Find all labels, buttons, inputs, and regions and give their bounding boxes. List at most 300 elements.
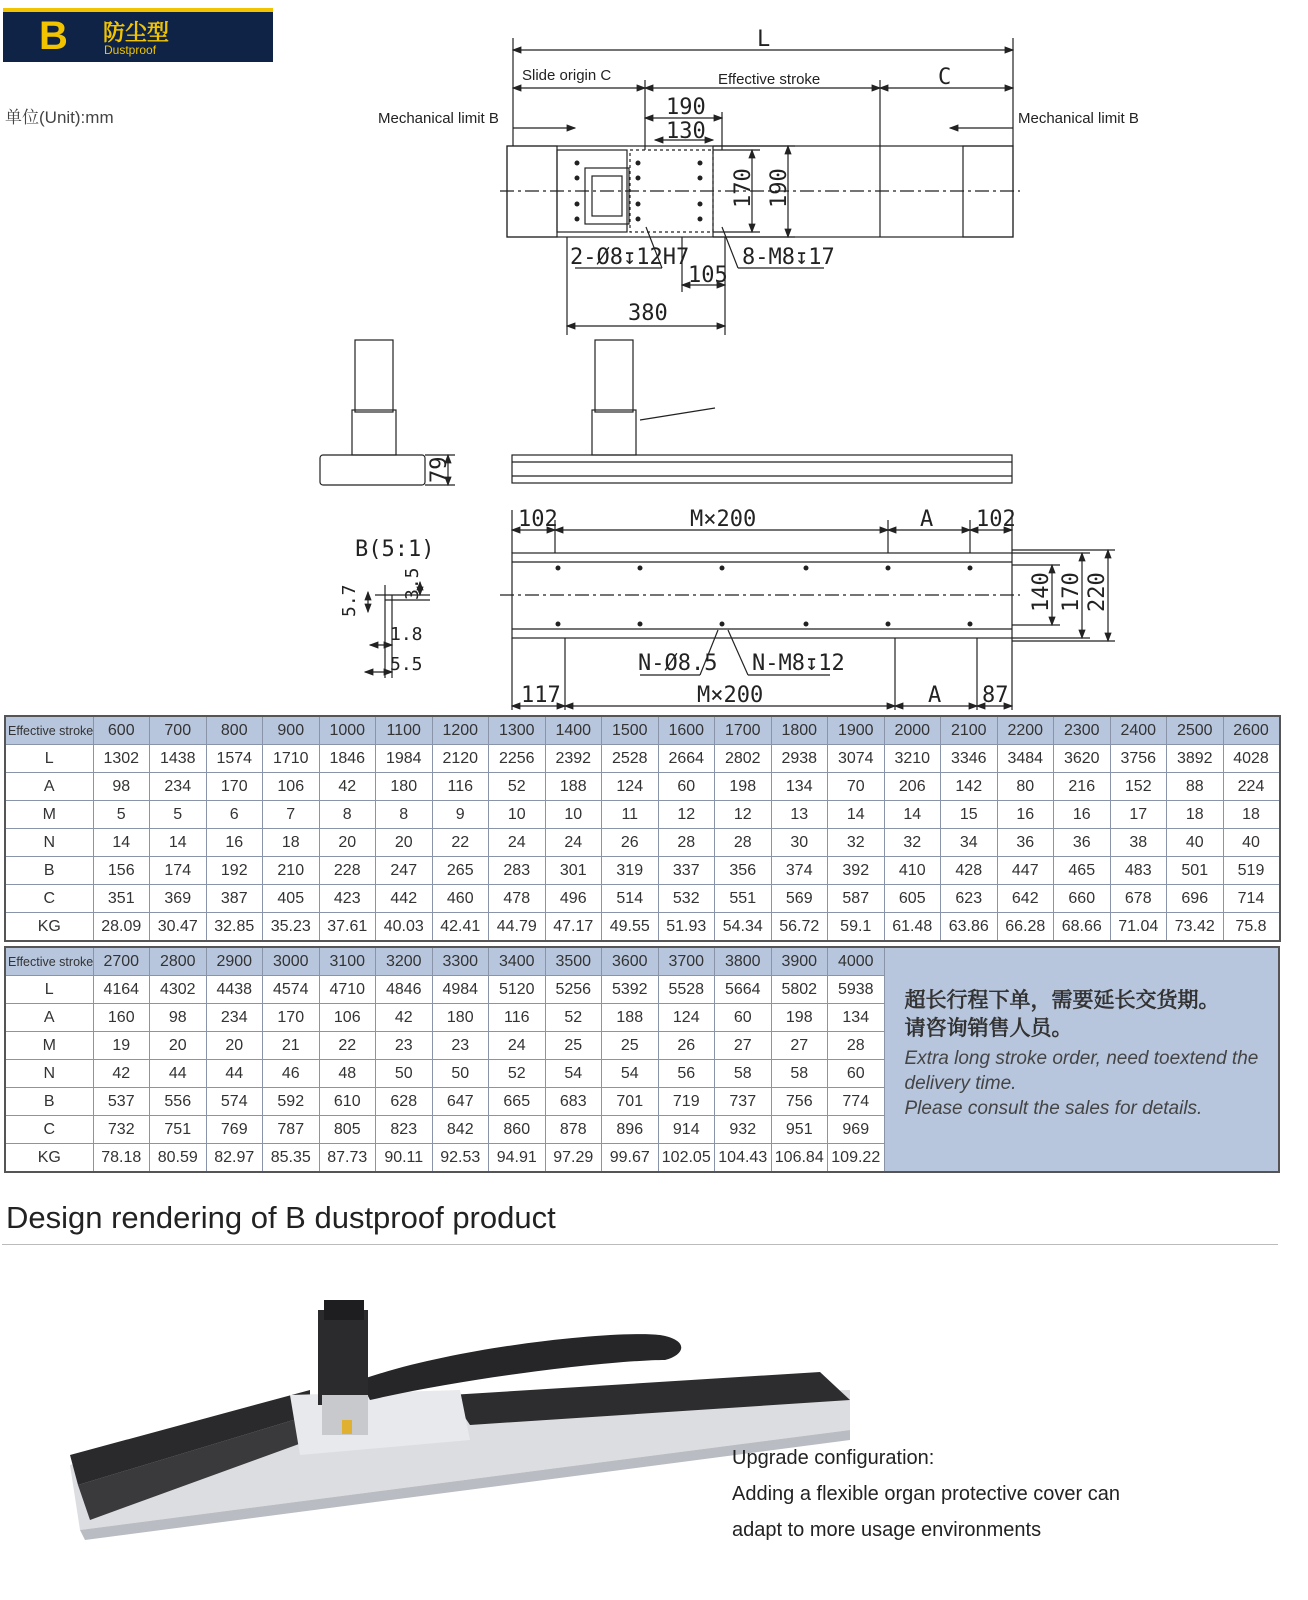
table-cell: 683 bbox=[545, 1088, 602, 1116]
table-cell: 109.22 bbox=[828, 1144, 885, 1173]
table-cell: 28 bbox=[658, 829, 715, 857]
table-cell: 3600 bbox=[602, 947, 659, 976]
table-cell: 283 bbox=[489, 857, 546, 885]
dim-117: 117 bbox=[521, 683, 561, 708]
table-cell: 4710 bbox=[319, 976, 376, 1004]
table-cell: 75.8 bbox=[1223, 913, 1280, 942]
table-cell: 44 bbox=[206, 1060, 263, 1088]
dim-102-right: 102 bbox=[976, 507, 1016, 532]
table-cell: 21 bbox=[263, 1032, 320, 1060]
table-cell: 337 bbox=[658, 857, 715, 885]
dim-170-b: 170 bbox=[1059, 572, 1084, 612]
table-cell: 40 bbox=[1167, 829, 1224, 857]
table-cell: 14 bbox=[150, 829, 207, 857]
table-cell: 116 bbox=[432, 773, 489, 801]
table-cell: 2100 bbox=[941, 716, 998, 745]
table-cell: 224 bbox=[1223, 773, 1280, 801]
table-cell: 610 bbox=[319, 1088, 376, 1116]
note-en-line-1: Extra long stroke order, need toextend the delivery time. bbox=[904, 1048, 1259, 1094]
table-cell: 714 bbox=[1223, 885, 1280, 913]
table-cell: 665 bbox=[489, 1088, 546, 1116]
table-cell: 2938 bbox=[771, 745, 828, 773]
table-cell: 30.47 bbox=[150, 913, 207, 942]
table-cell: 198 bbox=[771, 1004, 828, 1032]
table-cell: 73.42 bbox=[1167, 913, 1224, 942]
table-cell: 4846 bbox=[376, 976, 433, 1004]
table-cell: 896 bbox=[602, 1116, 659, 1144]
type-title-en: Dustproof bbox=[104, 43, 157, 57]
table-cell: 16 bbox=[206, 829, 263, 857]
table-cell: 142 bbox=[941, 773, 998, 801]
table-cell: 10 bbox=[489, 801, 546, 829]
table-cell: 16 bbox=[1054, 801, 1111, 829]
table-cell: 514 bbox=[602, 885, 659, 913]
table-cell: 460 bbox=[432, 885, 489, 913]
table-cell: 174 bbox=[150, 857, 207, 885]
table-cell: 98 bbox=[93, 773, 150, 801]
table-cell: 5664 bbox=[715, 976, 772, 1004]
table-cell: 12 bbox=[715, 801, 772, 829]
table-cell: 40.03 bbox=[376, 913, 433, 942]
table-cell: 116 bbox=[489, 1004, 546, 1032]
table-cell: 392 bbox=[828, 857, 885, 885]
label-effective-stroke: Effective stroke bbox=[718, 71, 821, 88]
table-cell: 20 bbox=[376, 829, 433, 857]
table-header-row bbox=[5, 947, 1279, 976]
table-cell: 94.91 bbox=[489, 1144, 546, 1173]
table-cell: 4302 bbox=[150, 976, 207, 1004]
table-cell: 82.97 bbox=[206, 1144, 263, 1173]
table-cell: 878 bbox=[545, 1116, 602, 1144]
table-cell: 301 bbox=[545, 857, 602, 885]
table-cell: 969 bbox=[828, 1116, 885, 1144]
hole-pin-spec: 2-Ø8↧12H7 bbox=[570, 245, 690, 270]
table-cell: 58 bbox=[771, 1060, 828, 1088]
table-cell: 3620 bbox=[1054, 745, 1111, 773]
row-label: B bbox=[5, 857, 93, 885]
table-cell: 756 bbox=[771, 1088, 828, 1116]
note-cn-line-1: 超长行程下单，需要延长交货期。 bbox=[904, 987, 1220, 1012]
table-cell: 25 bbox=[545, 1032, 602, 1060]
table-cell: 134 bbox=[771, 773, 828, 801]
table-cell: 24 bbox=[489, 829, 546, 857]
table-cell: 68.66 bbox=[1054, 913, 1111, 942]
table-cell: 18 bbox=[1167, 801, 1224, 829]
dim-A-top: A bbox=[920, 507, 934, 532]
table-cell: 88 bbox=[1167, 773, 1224, 801]
section-title: Design rendering of B dustproof product bbox=[6, 1200, 556, 1235]
table-row bbox=[5, 913, 1280, 942]
table-cell: 22 bbox=[319, 1032, 376, 1060]
table-cell: 80 bbox=[997, 773, 1054, 801]
dim-190-v: 190 bbox=[767, 168, 792, 208]
table-cell: 27 bbox=[771, 1032, 828, 1060]
table-cell: 188 bbox=[602, 1004, 659, 1032]
table-row bbox=[5, 857, 1280, 885]
hole-n-m-spec: N-M8↧12 bbox=[752, 651, 845, 676]
table-cell: 2300 bbox=[1054, 716, 1111, 745]
table-cell: 3900 bbox=[771, 947, 828, 976]
unit-label: 单位(Unit):mm bbox=[5, 108, 114, 127]
table-cell: 5 bbox=[93, 801, 150, 829]
table-cell: 6 bbox=[206, 801, 263, 829]
table-cell: 216 bbox=[1054, 773, 1111, 801]
table-cell: 5120 bbox=[489, 976, 546, 1004]
table-cell: 2120 bbox=[432, 745, 489, 773]
table-cell: 24 bbox=[545, 829, 602, 857]
table-cell: 36 bbox=[997, 829, 1054, 857]
table-cell: 134 bbox=[828, 1004, 885, 1032]
table-cell: 574 bbox=[206, 1088, 263, 1116]
table-cell: 60 bbox=[658, 773, 715, 801]
table-cell: 99.67 bbox=[602, 1144, 659, 1173]
dim-1-8: 1.8 bbox=[390, 624, 423, 645]
table-cell: 423 bbox=[319, 885, 376, 913]
table-row bbox=[5, 801, 1280, 829]
dim-A-bottom: A bbox=[928, 683, 942, 708]
table-cell: 623 bbox=[941, 885, 998, 913]
dim-380: 380 bbox=[628, 301, 668, 326]
table-cell: 2500 bbox=[1167, 716, 1224, 745]
table-cell: 551 bbox=[715, 885, 772, 913]
table-cell: 5392 bbox=[602, 976, 659, 1004]
table-cell: 4438 bbox=[206, 976, 263, 1004]
dim-5-7: 5.7 bbox=[339, 584, 360, 617]
table-cell: 1900 bbox=[828, 716, 885, 745]
table-cell: 40 bbox=[1223, 829, 1280, 857]
table-cell: 3000 bbox=[263, 947, 320, 976]
table-cell: 234 bbox=[150, 773, 207, 801]
dim-L: L bbox=[757, 27, 771, 52]
table-cell: 10 bbox=[545, 801, 602, 829]
table-cell: 234 bbox=[206, 1004, 263, 1032]
table-cell: 532 bbox=[658, 885, 715, 913]
table-cell: 587 bbox=[828, 885, 885, 913]
table-cell: 32 bbox=[884, 829, 941, 857]
table-cell: 1302 bbox=[93, 745, 150, 773]
table-cell: 569 bbox=[771, 885, 828, 913]
table-cell: 35.23 bbox=[263, 913, 320, 942]
table-cell: 124 bbox=[658, 1004, 715, 1032]
table-cell: 70 bbox=[828, 773, 885, 801]
table-cell: 2900 bbox=[206, 947, 263, 976]
table-cell: 1574 bbox=[206, 745, 263, 773]
dim-C: C bbox=[938, 65, 952, 90]
table-cell: 156 bbox=[93, 857, 150, 885]
table-cell: 60 bbox=[715, 1004, 772, 1032]
table-cell: 14 bbox=[828, 801, 885, 829]
table-cell: 410 bbox=[884, 857, 941, 885]
table-cell: 3500 bbox=[545, 947, 602, 976]
table-cell: 42 bbox=[376, 1004, 433, 1032]
table-cell: 3200 bbox=[376, 947, 433, 976]
table-cell: 701 bbox=[602, 1088, 659, 1116]
table-cell: 20 bbox=[206, 1032, 263, 1060]
table-cell: 774 bbox=[828, 1088, 885, 1116]
table-cell: 4164 bbox=[93, 976, 150, 1004]
table-cell: 38 bbox=[1110, 829, 1167, 857]
dim-170-v: 170 bbox=[731, 168, 756, 208]
table-cell: 5938 bbox=[828, 976, 885, 1004]
table-cell: 42 bbox=[93, 1060, 150, 1088]
table-cell: 26 bbox=[658, 1032, 715, 1060]
table-cell: 20 bbox=[150, 1032, 207, 1060]
table-cell: 102.05 bbox=[658, 1144, 715, 1173]
table-cell: 92.53 bbox=[432, 1144, 489, 1173]
table-cell: 1400 bbox=[545, 716, 602, 745]
table-cell: 23 bbox=[432, 1032, 489, 1060]
table-cell: 900 bbox=[263, 716, 320, 745]
table-cell: 106.84 bbox=[771, 1144, 828, 1173]
table-cell: 32 bbox=[828, 829, 885, 857]
table-cell: 58 bbox=[715, 1060, 772, 1088]
table-cell: 50 bbox=[432, 1060, 489, 1088]
table-cell: 97.29 bbox=[545, 1144, 602, 1173]
section-divider bbox=[2, 1244, 1278, 1245]
table-cell: 80.59 bbox=[150, 1144, 207, 1173]
upgrade-line-1: Upgrade configuration: bbox=[732, 1447, 935, 1469]
table-cell: 42 bbox=[319, 773, 376, 801]
row-label: L bbox=[5, 745, 93, 773]
table-cell: 54 bbox=[602, 1060, 659, 1088]
table-cell: 52 bbox=[489, 773, 546, 801]
table-cell: 27 bbox=[715, 1032, 772, 1060]
technical-drawing bbox=[0, 0, 1308, 710]
table-cell: 751 bbox=[150, 1116, 207, 1144]
table-cell: 769 bbox=[206, 1116, 263, 1144]
table-cell: 44.79 bbox=[489, 913, 546, 942]
table-cell: 387 bbox=[206, 885, 263, 913]
row-label: M bbox=[5, 1032, 93, 1060]
table-cell: 18 bbox=[263, 829, 320, 857]
table-cell: 5802 bbox=[771, 976, 828, 1004]
label-mech-limit-right: Mechanical limit B bbox=[1018, 110, 1139, 127]
table-row bbox=[5, 885, 1280, 913]
table-cell: 106 bbox=[263, 773, 320, 801]
upgrade-note bbox=[732, 1440, 1120, 1548]
table-cell: 28 bbox=[828, 1032, 885, 1060]
table-cell: 54 bbox=[545, 1060, 602, 1088]
table-cell: 20 bbox=[319, 829, 376, 857]
table-cell: 54.34 bbox=[715, 913, 772, 942]
table-cell: 51.93 bbox=[658, 913, 715, 942]
table-cell: 59.1 bbox=[828, 913, 885, 942]
table-cell: 932 bbox=[715, 1116, 772, 1144]
table-cell: 642 bbox=[997, 885, 1054, 913]
table-cell: 537 bbox=[93, 1088, 150, 1116]
table-cell: 34 bbox=[941, 829, 998, 857]
row-label: C bbox=[5, 1116, 93, 1144]
table-cell: 206 bbox=[884, 773, 941, 801]
table-cell: 1438 bbox=[150, 745, 207, 773]
table-cell: 842 bbox=[432, 1116, 489, 1144]
table-cell: 442 bbox=[376, 885, 433, 913]
table-cell: 660 bbox=[1054, 885, 1111, 913]
table-cell: 46 bbox=[263, 1060, 320, 1088]
label-mech-limit-left: Mechanical limit B bbox=[378, 110, 499, 127]
table-cell: 1700 bbox=[715, 716, 772, 745]
table-cell: 1000 bbox=[319, 716, 376, 745]
table-cell: 25 bbox=[602, 1032, 659, 1060]
row-label: KG bbox=[5, 913, 93, 942]
hole-n-d-spec: N-Ø8.5 bbox=[638, 651, 718, 676]
table-cell: 30 bbox=[771, 829, 828, 857]
table-cell: 3210 bbox=[884, 745, 941, 773]
table-cell: 48 bbox=[319, 1060, 376, 1088]
table-row bbox=[5, 773, 1280, 801]
note-en-line-2: Please consult the sales for details. bbox=[904, 1098, 1203, 1119]
table-cell: 605 bbox=[884, 885, 941, 913]
table-cell: 2600 bbox=[1223, 716, 1280, 745]
table-cell: 823 bbox=[376, 1116, 433, 1144]
table-cell: 805 bbox=[319, 1116, 376, 1144]
dim-3-5: 3.5 bbox=[402, 567, 423, 600]
table-cell: 22 bbox=[432, 829, 489, 857]
table-cell: 2802 bbox=[715, 745, 772, 773]
table-cell: 2392 bbox=[545, 745, 602, 773]
row-label: KG bbox=[5, 1144, 93, 1173]
table-cell: 7 bbox=[263, 801, 320, 829]
dim-102-left: 102 bbox=[518, 507, 558, 532]
table-cell: 3400 bbox=[489, 947, 546, 976]
hole-thread-spec: 8-M8↧17 bbox=[742, 245, 835, 270]
table-cell: 696 bbox=[1167, 885, 1224, 913]
table-cell: 1984 bbox=[376, 745, 433, 773]
table-cell: 265 bbox=[432, 857, 489, 885]
table-cell: 28.09 bbox=[93, 913, 150, 942]
table-cell: 678 bbox=[1110, 885, 1167, 913]
table-cell: 3100 bbox=[319, 947, 376, 976]
row-label: A bbox=[5, 773, 93, 801]
row-label: Effective stroke bbox=[5, 716, 93, 745]
dim-130: 130 bbox=[666, 119, 706, 144]
detail-title: B(5:1) bbox=[355, 537, 435, 562]
table-cell: 1100 bbox=[376, 716, 433, 745]
table-cell: 800 bbox=[206, 716, 263, 745]
table-cell: 3484 bbox=[997, 745, 1054, 773]
table-cell: 13 bbox=[771, 801, 828, 829]
row-label: A bbox=[5, 1004, 93, 1032]
table-cell: 228 bbox=[319, 857, 376, 885]
table-cell: 374 bbox=[771, 857, 828, 885]
table-cell: 78.18 bbox=[93, 1144, 150, 1173]
table-cell: 192 bbox=[206, 857, 263, 885]
table-cell: 124 bbox=[602, 773, 659, 801]
table-cell: 26 bbox=[602, 829, 659, 857]
table-cell: 50 bbox=[376, 1060, 433, 1088]
table-cell: 47.17 bbox=[545, 913, 602, 942]
table-cell: 1710 bbox=[263, 745, 320, 773]
table-cell: 2400 bbox=[1110, 716, 1167, 745]
table-cell: 8 bbox=[376, 801, 433, 829]
table-cell: 647 bbox=[432, 1088, 489, 1116]
dim-mx200-bottom: M×200 bbox=[697, 683, 764, 708]
table-cell: 3700 bbox=[658, 947, 715, 976]
table-cell: 42.41 bbox=[432, 913, 489, 942]
table-cell: 44 bbox=[150, 1060, 207, 1088]
table-cell: 19 bbox=[93, 1032, 150, 1060]
table-cell: 356 bbox=[715, 857, 772, 885]
dim-87: 87 bbox=[982, 683, 1009, 708]
table-cell: 12 bbox=[658, 801, 715, 829]
table-cell: 11 bbox=[602, 801, 659, 829]
table-cell: 98 bbox=[150, 1004, 207, 1032]
table-header-row bbox=[5, 716, 1280, 745]
table-cell: 90.11 bbox=[376, 1144, 433, 1173]
table-cell: 951 bbox=[771, 1116, 828, 1144]
table-cell: 14 bbox=[93, 829, 150, 857]
spec-table-2 bbox=[4, 946, 1280, 1173]
note-cn-line-2: 请咨询销售人员。 bbox=[904, 1015, 1073, 1040]
table-cell: 1200 bbox=[432, 716, 489, 745]
table-cell: 8 bbox=[319, 801, 376, 829]
table-cell: 180 bbox=[376, 773, 433, 801]
row-label: L bbox=[5, 976, 93, 1004]
table-cell: 914 bbox=[658, 1116, 715, 1144]
dim-105: 105 bbox=[688, 263, 728, 288]
table-cell: 1300 bbox=[489, 716, 546, 745]
row-label: N bbox=[5, 829, 93, 857]
table-cell: 787 bbox=[263, 1116, 320, 1144]
table-cell: 28 bbox=[715, 829, 772, 857]
table-cell: 247 bbox=[376, 857, 433, 885]
dim-mx200-top: M×200 bbox=[690, 507, 757, 532]
table-cell: 106 bbox=[319, 1004, 376, 1032]
table-cell: 5 bbox=[150, 801, 207, 829]
label-slide-origin: Slide origin C bbox=[522, 67, 612, 84]
table-cell: 3346 bbox=[941, 745, 998, 773]
table-cell: 1800 bbox=[771, 716, 828, 745]
table-cell: 4984 bbox=[432, 976, 489, 1004]
table-cell: 5528 bbox=[658, 976, 715, 1004]
table-cell: 719 bbox=[658, 1088, 715, 1116]
type-letter: B bbox=[39, 14, 68, 58]
row-label: C bbox=[5, 885, 93, 913]
table-cell: 85.35 bbox=[263, 1144, 320, 1173]
table-cell: 71.04 bbox=[1110, 913, 1167, 942]
table-cell: 188 bbox=[545, 773, 602, 801]
table-cell: 2800 bbox=[150, 947, 207, 976]
table-cell: 37.61 bbox=[319, 913, 376, 942]
table-cell: 36 bbox=[1054, 829, 1111, 857]
table-cell: 17 bbox=[1110, 801, 1167, 829]
table-cell: 3756 bbox=[1110, 745, 1167, 773]
table-cell: 496 bbox=[545, 885, 602, 913]
table-cell: 2528 bbox=[602, 745, 659, 773]
table-cell: 87.73 bbox=[319, 1144, 376, 1173]
table-cell: 5256 bbox=[545, 976, 602, 1004]
table-cell: 600 bbox=[93, 716, 150, 745]
table-cell: 483 bbox=[1110, 857, 1167, 885]
table-cell: 49.55 bbox=[602, 913, 659, 942]
table-cell: 737 bbox=[715, 1088, 772, 1116]
table-cell: 9 bbox=[432, 801, 489, 829]
table-cell: 15 bbox=[941, 801, 998, 829]
table-cell: 700 bbox=[150, 716, 207, 745]
dim-140: 140 bbox=[1029, 572, 1054, 612]
table-cell: 369 bbox=[150, 885, 207, 913]
table-cell: 2000 bbox=[884, 716, 941, 745]
table-cell: 4028 bbox=[1223, 745, 1280, 773]
table-cell: 556 bbox=[150, 1088, 207, 1116]
table-cell: 60 bbox=[828, 1060, 885, 1088]
row-label: B bbox=[5, 1088, 93, 1116]
table-cell: 519 bbox=[1223, 857, 1280, 885]
row-label: Effective stroke bbox=[5, 947, 93, 976]
upgrade-line-3: adapt to more usage environments bbox=[732, 1519, 1042, 1541]
table-cell: 628 bbox=[376, 1088, 433, 1116]
table-cell: 56 bbox=[658, 1060, 715, 1088]
